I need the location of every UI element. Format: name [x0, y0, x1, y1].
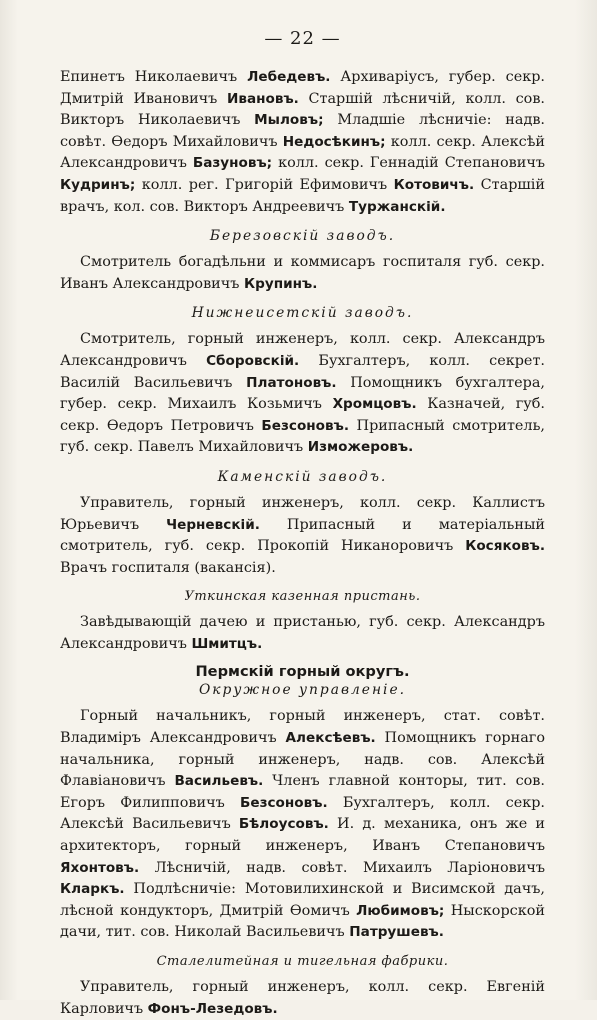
text-run: Членъ главной конторы, тит. сов. Егоръ Филипповичъ — [60, 773, 545, 811]
surname: Косяковъ. — [465, 538, 545, 555]
section-heading-utkinskaya: Уткинская казенная пристань. — [184, 589, 421, 605]
surname: Васильевъ. — [174, 773, 264, 790]
staff-list-paragraph — [60, 977, 545, 1020]
text-run: Бухгалтеръ, колл. секр. Алексѣй Васильевичъ — [60, 794, 545, 833]
surname: Сборовскій. — [206, 352, 300, 369]
section-heading-nizhneisetsky: Нижнеисетскій заводъ. — [191, 305, 414, 322]
surname: Изможеровъ. — [307, 439, 414, 456]
surname: Ивановъ. — [226, 90, 299, 107]
staff-list-paragraph — [60, 612, 545, 655]
section-heading-berezovsky: Березовскій заводъ. — [209, 228, 396, 245]
surname: Платоновъ. — [246, 374, 337, 391]
surname: Любимовъ; — [356, 902, 445, 919]
text-run: Старшій лѣсничій, колл. сов. Викторъ Николаевичъ — [60, 90, 545, 129]
surname: Бѣлоусовъ. — [238, 816, 329, 833]
section-heading-okruzhnoe: Окружное управленіе. — [199, 682, 406, 699]
staff-list-paragraph — [60, 252, 545, 295]
surname: Кудринъ; — [60, 176, 136, 193]
surname: Патрушевъ. — [349, 924, 444, 941]
text-run: Епинетъ Николаевичъ — [60, 69, 248, 85]
text-run: Завѣдывающій дачею и пристанью, губ. секр. Александръ Александровичъ — [60, 614, 545, 652]
text-run: колл. секр. Геннадій Степановичъ — [272, 155, 545, 172]
text-run: Врачъ госпиталя (вакансія). — [60, 559, 276, 576]
page-number: — 22 — — [264, 28, 341, 49]
text-run: Архиваріусъ, губер. секр. Дмитрій Ивановичъ — [60, 69, 545, 107]
text-run: Припасный смотритель, губ. секр. Павелъ Михайловичъ — [60, 417, 545, 456]
text-run: Младшіе лѣсничіе: надв. совѣт. Ѳедоръ Михайловичъ — [60, 112, 545, 150]
staff-list-paragraph — [60, 329, 545, 459]
surname: Безсоновъ. — [240, 794, 328, 811]
staff-list-paragraph — [60, 706, 545, 944]
surname: Крупинъ. — [244, 275, 318, 292]
surname: Котовичъ. — [393, 176, 475, 193]
section-heading-kamensky: Каменскій заводъ. — [217, 468, 388, 485]
staff-list-paragraph — [60, 493, 545, 579]
text-run: колл. рег. Григорій Ефимовичъ — [135, 176, 394, 193]
surname: Мыловъ; — [254, 112, 324, 129]
surname: Черневскій. — [166, 516, 260, 533]
text-run: колл. секр. Алексѣй Александровичъ — [60, 133, 545, 172]
surname: Недосѣкинъ; — [282, 133, 386, 150]
text-run: Смотритель богадѣльни и коммисаръ госпиталя губ. секр. Иванъ Александровичъ — [60, 254, 545, 292]
district-heading-perm: Пермскій горный округъ. — [195, 663, 410, 681]
text-run: Ныскорской дачи, тит. сов. Николай Васильевичъ — [60, 902, 545, 941]
text-run: Казначей, губ. секр. Ѳедоръ Петровичъ — [60, 396, 545, 434]
surname: Алексѣевъ. — [285, 730, 376, 747]
surname: Лебедевъ. — [247, 69, 331, 85]
text-run: Бухгалтеръ, колл. секрет. Василій Васильевичъ — [60, 352, 545, 391]
text-run: Помощникъ горнаго начальника, горный инженеръ, надв. сов. Алексѣй Флавіановичъ — [60, 730, 545, 790]
surname: Кларкъ. — [60, 881, 125, 898]
text-run: Помощникъ бухгалтера, губер. секр. Михаилъ Козьмичъ — [60, 374, 545, 413]
text-run: Старшій врачъ, кол. сов. Викторъ Андреевичъ — [60, 176, 545, 215]
text-run: Смотритель, горный инженеръ, колл. секр. Александръ Александровичъ — [60, 331, 545, 369]
text-run: Горный начальникъ, горный инженеръ, стат. совѣт. Владиміръ Александровичъ — [60, 708, 545, 747]
surname: Хромцовъ. — [332, 396, 417, 413]
surname: Фонъ-Лезедовъ. — [147, 1000, 278, 1017]
text-run: Управитель, горный инженеръ, колл. секр. Каллистъ Юрьевичъ — [60, 494, 545, 533]
surname: Безсоновъ. — [261, 417, 349, 434]
text-run: Подлѣсничіе: Мотовилихинской и Висимской дачъ, лѣсной кондукторъ, Дмитрій Ѳомичъ — [60, 881, 545, 919]
text-run: Лѣсничій, надв. совѣт. Михаилъ Ларіоновичъ — [139, 859, 545, 876]
text-run: И. д. механика, онъ же и архитекторъ, горный инженеръ, Иванъ Степановичъ — [60, 816, 545, 855]
surname: Шмитцъ. — [191, 635, 263, 652]
text-run: Управитель, горный инженеръ, колл. секр. Евгеній Карловичъ — [60, 979, 545, 1017]
text-run: Припасный и матеріальный смотритель, губ. секр. Прокопій Никаноровичъ — [60, 516, 545, 555]
staff-list-paragraph — [60, 67, 545, 218]
surname: Туржанскій. — [348, 198, 446, 215]
surname: Базуновъ; — [192, 155, 273, 172]
section-heading-staleliteynaya: Сталелитейная и тигельная фабрики. — [156, 954, 449, 969]
surname: Яхонтовъ. — [60, 859, 140, 876]
